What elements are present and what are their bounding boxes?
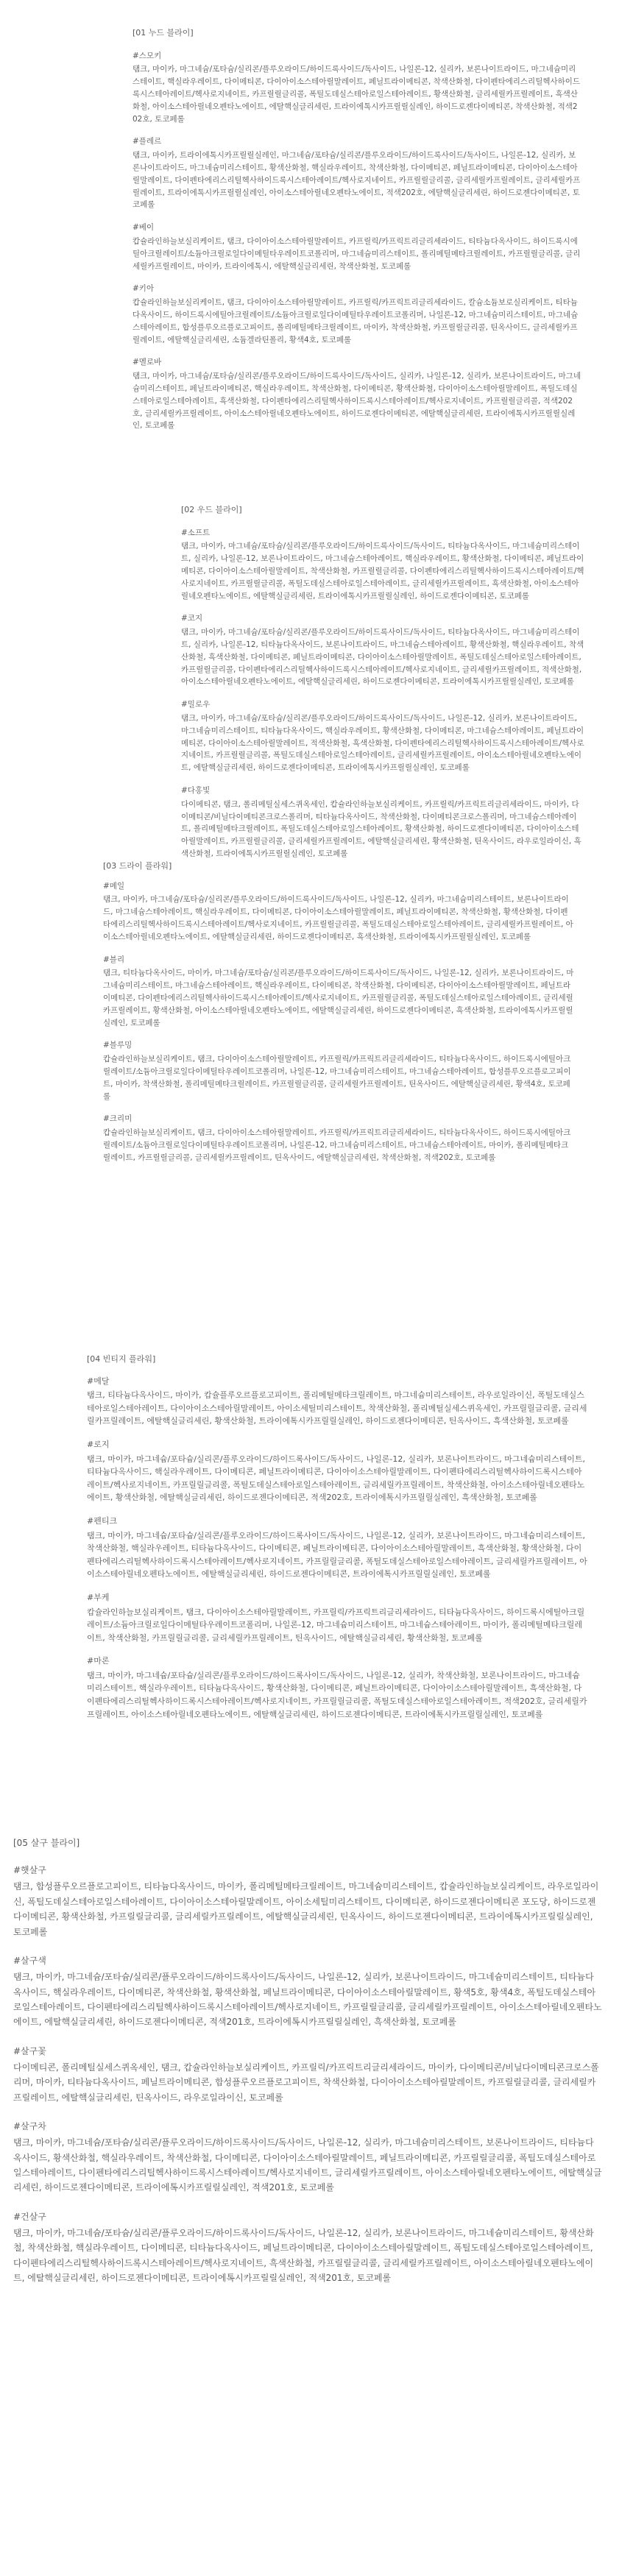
- ingredient-list: 탬크, 마이카, 마그네슘/포타슘/실리콘/플루오라이드/하이드록사이드/독사이드, 티타늄다옥사이드, 마그네슘미리스테이트, 실리카, 나일론-12, 보론나이트라이드, 마그네슘스테아레이트, 핵실라우레이트, 황색산화철, 다이메티콘, 페닐트라이메티콘, 다이아이소스테아릴말레이트, 착색산화철, 카프릴릴글리콜, 다이펜타에리스리틸헥사하이드록시스테아레이트/헥사로지네이트, 카프릴릴글리콜, 폭틸도데실스테아로일스테아레이트, 글리세릴카프릴레이트, 흑색산화철, 아이소스테아릴네오펜타노에이트, 에탈핵실글리세린, 트라이에톡시카프릴릴실레인, 하이드로젠다이메티콘, 토코페롤: [181, 542, 584, 601]
- shade-group: [13, 2210, 602, 2286]
- shade-group: [87, 1591, 587, 1644]
- shade-title: #마론: [87, 1656, 110, 1666]
- ingredient-list: 탬크, 마이카, 트라이에톡시카프릴릴실레인, 마그네슘/포타슘/실리콘/플루오라이드/하이드록사이드/독사이드, 나일론-12, 실리카, 보론나이트라이드, 마그네슘미리스테이트, 황색산화철, 핵실라우레이트, 착색산화철, 다이메티콘, 페닐트라이메티콘, 다이아이소스테아릴말레이트, 다이펜타에리스리틸헥사하이드록시스테아레이트/헥사로지네이트, 카프릴릴글리콜, 글리세릴카프릴레이트, 글리세릴카프릴레이트, 트라이에톡시카프릴릴실레인, 아이소스테아릴네오펜타노에이트, 적색202호, 에탈핵실글리세린, 하이드로젠다이메티콘, 토코페롤: [132, 151, 581, 210]
- ingredient-section: [13, 1836, 602, 2301]
- ingredient-list: 다이메티콘, 탬크, 폴리메틸실세스퀴옥세인, 캅슐라인하늘보실리케이트, 카프릴릭/카프릭트리글리세라이드, 마이카, 다이메티콘/비닐다이메티콘크로스폴리머, 티타늄다옥사이드, 착색산화철, 다이메티콘크로스폴리머, 마그네슘스테아레이트, 폴리메틸메타크릴레이트, 폭틸도데실스테아로일스테아레이트, 황색산화철, 하이드로젠다이메티콘, 다이아이소스테아릴말레이트, 카프릴릴글리콜, 글리세릴카프릴레이트, 에탈핵실글리세린, 황색산화철, 틴옥사이드, 라우로일라이신, 흑색산화철, 트라이에톡시카프릴릴실레인, 토코페롤: [181, 799, 581, 858]
- ingredient-list: 탬크, 마이카, 마그네슘/포타슘/실리콘/플루오라이드/하이드록사이드/독사이드, 나일론-12, 실리카, 착색산화철, 보론나이트라이드, 마그네슘미리스테이트, 핵실라우레이트, 티타늄다옥사이드, 황색산화철, 다이메티콘, 페닐트라이메티콘, 다이아이소스테아릴말레이트, 흑색산화철, 다이펜타에리스리틸헥사하이드록시스테아레이트/헥사로지네이트, 카프릴릴글리콜, 폭틸도데실스테아로일스테아레이트, 적색202호, 글리세릴카프릴레이트, 아이소스테아릴네오펜타노에이트, 에탈핵실글리세린, 하이드로젠다이메티콘, 트라이에톡시카프릴릴실레인, 토코페롤: [87, 1670, 587, 1719]
- shade-group: [13, 1954, 602, 2030]
- shade-title: #블루밍: [103, 1041, 132, 1050]
- shade-title: #키아: [132, 284, 155, 294]
- ingredient-list: 캅슐라인하늘보실리케이트, 탬크, 다이아이소스테아릴말레이트, 카프릴릭/카프릭트리글리세라이드, 티타늄다옥사이드, 하이드록시에틸아크릴레이트/소듐아크릴로일다이메틸타우레이트코폴리머, 나일론-12, 마그네슘미리스테이트, 마그네슘스테아레이트, 마이카, 폴리메틸메타크릴레이트, 카프릴릴글리콜, 글리세릴카프릴레이트, 틴옥사이드, 에탈핵실글리세린, 착색산화철, 적색202호, 토코페롤: [103, 1128, 571, 1162]
- shade-group: [132, 135, 581, 211]
- shade-group: [181, 698, 586, 774]
- shade-title: #코지: [181, 614, 203, 623]
- shade-group: [181, 785, 586, 860]
- shade-title: #크리미: [103, 1114, 132, 1124]
- ingredient-list: 캅슐라인하늘보실리케이트, 탬크, 다이아이소스테아릴말레이트, 카프릴릭/카프릭트리글리세라이드, 티타늄다옥사이드, 하이드록시에틸아크릴레이트/소듐아크릴로일다이메틸타우레이트코폴리머, 나일론-12, 마그네슘미리스테이트, 마그네슘스테아레이트, 합성플루오르플로고피이트, 마이카, 착색산화철, 폴리메틸메타크릴레이트, 카프릴릴글리콜, 글리세릴카프릴레이트, 틴옥사이드, 에탈핵실글리세린, 황색4호, 토코페롤: [103, 1055, 571, 1101]
- shade-title: #살구색: [13, 1955, 46, 1966]
- shade-group: [103, 954, 574, 1030]
- shade-title: #살구꽃: [13, 2045, 46, 2056]
- shade-group: [13, 2045, 602, 2105]
- shade-group: [87, 1438, 587, 1504]
- ingredient-list: 탬크, 티타늄다옥사이드, 마이카, 캅슐플루오르플로고피이트, 폴리메틸메타크릴레이트, 마그네슘미리스테이트, 라우로일라이신, 폭틸도데실스테아로일스테아레이트, 다이아이소스테아릴말레이트, 아이소세틸미리스테이트, 착색산화철, 폴리메틸실세스퀴옥세인, 카프릴릴글리콜, 글리세릴카프릴레이트, 에탈핵실글리세린, 황색산화철, 트라이에톡시카프릴릴실레인, 하이드로젠다이메티콘, 틴옥사이드, 흑색산화철, 토코페롤: [87, 1390, 587, 1426]
- section-header: [04 빈티지 플라워]: [87, 1354, 156, 1364]
- shade-group: [132, 283, 581, 346]
- shade-title: #블리: [103, 955, 125, 964]
- ingredient-list: 다이메티콘, 폴리메틸실세스퀴옥세인, 탬크, 캅슐라인하늘보실리케이트, 카프릴릭/카프릭트리글리세라이드, 마이카, 다이메티콘/비닐다이메티콘크로스폴리머, 마이카, 티타늄다옥사이드, 페닐트라이메티콘, 합성플루오르플로고피이트, 착색산화철, 다이아이소스테아릴말레이트, 카프릴릴글리콜, 글리세릴카프릴레이트, 에탈핵실글리세린, 틴옥사이드, 라우로일라이신, 토코페롤: [13, 2062, 599, 2103]
- ingredient-list: 캅슐라인하늘보실리케이트, 탬크, 다이아이소스테아릴말레이트, 카프릴릭/카프릭트리글리세라이드, 칼슘소듐보로실리케이트, 티타늄다옥사이드, 하이드록시에틸아크릴레이트/소듐아크릴로일다이메틸타우레이트코폴리머, 나일론-12, 마그네슘미리스테이트, 마그네슘스테아레이트, 합성플루오르플로고피이트, 폴리메틸메타크릴레이트, 마이카, 착색산화철, 카프릴릴글리콜, 틴옥사이드, 글리세릴카프릴레이트, 에탈핵실글리세린, 소듐겔라틴폴리, 황색4호, 토코페롤: [132, 298, 579, 344]
- section-header: [01 누드 블라이]: [132, 28, 194, 38]
- ingredient-section: [103, 860, 574, 1175]
- shade-title: #다홍빛: [181, 785, 211, 795]
- ingredient-list: 캅슐라인하늘보실리케이트, 탬크, 다이아이소스테아릴말레이트, 카프릴릭/카프릭트리글리세라이드, 티타늄다옥사이드, 하이드록시에틸아크릴레이트/소듐아크릴로일다이메틸타우레이트코폴리머, 나일론-12, 마그네슘미리스테이트, 마그네슘스테아레이트, 마이카, 폴리메틸메타크릴레이트, 착색산화철, 카프릴릴글리콜, 글리세릴카프릴레이트, 틴옥사이드, 에탈핵실글리세린, 황색산화철, 토코페롤: [87, 1607, 585, 1643]
- shade-group: [103, 1113, 574, 1164]
- shade-title: #베이: [132, 223, 155, 233]
- section-header: [05 살구 블라이]: [13, 1838, 80, 1848]
- shade-group: [87, 1515, 587, 1581]
- shade-title: #메일: [103, 881, 125, 891]
- ingredient-list: 캅슐라인하늘보실리케이트, 탬크, 다이아이소스테아릴말레이트, 카프릴릭/카프릭트리글리세라이드, 티타늄다옥사이드, 하이드록시에틸아크릴레이트/소듐아크릴로일다이메틸타우레이트코폴리머, 마그네슘미리스테이트, 폴리메틸메타크릴레이트, 카프릴릴글리콜, 글리세릴카프릴레이트, 마이카, 트라이에톡시, 에탈핵실글리세린, 착색산화철, 토코페롤: [132, 236, 581, 271]
- shade-group: [103, 1039, 574, 1103]
- ingredient-list: 탬크, 합성플루오르플로고피이트, 티타늄다옥사이드, 마이카, 폴리메틸메타크릴레이트, 마그네슘미리스테이트, 캅슐라인하늘보실리케이트, 라우로일라이신, 폭틸도데실스테아로일스테아레이트, 다이아이소스테아릴말레이트, 아이소세틸미리스테이트, 다이메티콘, 하이드로젠다이메티콘 포도당, 하이드로젠다이메티콘, 황색산화철, 카프릴릴글리콜, 글리세릴카프릴레이트, 에탈핵실글리세린, 틴옥사이드, 하이드로젠다이메티콘, 트라이에톡시카프릴릴실레인, 토코페롤: [13, 1881, 599, 1937]
- ingredient-list: 탬크, 마이카, 마그네슘/포타슘/실리콘/플루오라이드/하이드록사이드/독사이드, 나일론-12, 실리카, 보론나이트라이드, 마그네슘미리스테이트, 핵실라우레이트, 다이메티콘, 다이아이소스테아릴말레이트, 페닐트라이메티콘, 착색산화철, 다이펜타에리스리틸헥사하이드록시스테아레이트/헥사로지네이트, 카프릴릴글리콜, 폭틸도데실스테아로일스테아레이트, 황색산화철, 글리세릴카프릴레이트, 흑색산화철, 아이소스테아릴네오펜타노에이트, 에탈핵실글리세린, 트라이에톡시카프릴릴실레인, 하이드로젠다이메티콘, 착색산화철, 적색202호, 토코페롤: [132, 65, 581, 124]
- shade-title: #멜로바: [132, 358, 162, 367]
- ingredient-list: 탬크, 마이카, 마그네슘/포타슘/실리콘/플루오라이드/하이드록사이드/독사이드, 나일론-12, 실리카, 보론나이트라이드, 마그네슘미리스테이트, 황색산화철, 착색산화철, 핵실라우레이트, 다이메티콘, 티타늄다옥사이드, 페닐트라이메티콘, 다이아이소스테아릴말레이트, 폭틸도데실스테아로일스테아레이트, 다이펜타에리스리틸헥사하이드록시스테아레이트/헥사로지네이트, 흑색산화철, 카프릴릴글리콜, 글리세릴카프릴레이트, 아이소스테아릴네오펜타노에이트, 에탈핵실글리세린, 하이드로젠다이메티콘, 트라이에톡시카프릴릴실레인, 적색201호, 토코페롤: [13, 2227, 594, 2284]
- ingredient-section: [132, 26, 581, 442]
- shade-group: [13, 2120, 602, 2195]
- shade-title: #펜티크: [87, 1515, 118, 1526]
- shade-title: #플레르: [132, 137, 162, 146]
- ingredient-list: 탬크, 마이카, 마그네슘/포타슘/실리콘/플루오라이드/하이드록사이드/독사이드, 티타늄다옥사이드, 마그네슘미리스테이트, 실리카, 나일론-12, 티타늄다옥사이드, 보론나이트라이드, 마그네슘스테아레이트, 황색산화철, 핵실라우레이트, 착색산화철, 흑색산화철, 다이메티콘, 페닐트라이메티콘, 다이아이소스테아릴말레이트, 폭틸도데실스테아로일스테아레이트, 카프릴릴글리콜, 다이펜타에리스리틸헥사하이드록시스테아레이트/헥사로지네이트, 글리세릴카프릴레이트, 적색산화철, 아이소스테아릴네오펜타노에이트, 에탈핵실글리세린, 하이드로젠다이메티콘, 트라이에톡시카프릴릴실레인, 토코페롤: [181, 628, 584, 687]
- ingredient-list: 탬크, 마이카, 마그네슘/포타슘/실리콘/플루오라이드/하이드록사이드/독사이드, 나일론-12, 실리카, 보론나이트라이드, 마그네슘미리스테이트, 착색산화철, 핵실라우레이트, 티타늄다옥사이드, 다이메티콘, 페닐트라이메티콘, 다이아이소스테아릴말레이트, 흑색산화철, 황색산화철, 다이펜타에리스리틸헥사하이드록시스테아레이트/헥사로지네이트, 카프릴릴글리콜, 폭틸도데실스테아로일스테아레이트, 글리세릴카프릴레이트, 아이소스테아릴네오펜타노에이트, 에탈핵실글리세린, 하이드로젠다이메티콘, 트라이에톡시카프릴릴실레인, 토코페롤: [87, 1530, 587, 1579]
- shade-group: [87, 1655, 587, 1721]
- ingredient-list: 탬크, 마이카, 마그네슘/포타슘/실리콘/플루오라이드/하이드록사이드/독사이드, 실리카, 나일론-12, 실리카, 보론나이트라이드, 마그네슘미리스테이트, 페닐트라이메티콘, 핵실라우레이트, 착색산화철, 다이메티콘, 황색산화철, 다이아이소스테아릴말레이트, 폭틸도데실스테아로일스테아레이트, 흑색산화철, 다이펜타에리스리틸헥사하이드록시스테아레이트/헥사로지네이트, 카프릴릴글리콜, 적색202호, 글리세릴카프릴레이트, 아이소스테아릴네오펜타노에이트, 하이드로젠다이메티콘, 에탈핵실글리세린, 트라이에톡시카프릴릴실레인, 토코페롤: [132, 372, 581, 431]
- ingredient-section: [87, 1353, 587, 1731]
- shade-group: [132, 222, 581, 272]
- section-header: [02 우드 블라이]: [181, 505, 242, 514]
- shade-title: #메달: [87, 1376, 110, 1386]
- shade-group: [181, 612, 586, 688]
- shade-title: #로지: [87, 1439, 110, 1449]
- ingredient-list: 탬크, 마이카, 마그네슘/포타슘/실리콘/플루오라이드/하이드록사이드/독사이드, 나일론-12, 실리카, 보론나이트라이드, 마그네슘미리스테이트, 티타늄다옥사이드, 핵실라우레이트, 다이메티콘, 착색산화철, 황색산화철, 페닐트라이메티콘, 다이아이소스테아릴말레이트, 황색5호, 황색4호, 폭틸도데실스테아로일스테아레이트, 다이펜타에리스리틸헥사하이드록시스테아레이트/헥사로지네이트, 카프릴릴글리콜, 글리세릴카프릴레이트, 아이소스테아릴네오펜타노에이트, 에탈핵실글리세린, 하이드로젠다이메티콘, 적색201호, 트라이에톡시카프릴릴실레인, 흑색산화철, 토코페롤: [13, 1972, 602, 2028]
- shade-group: [87, 1375, 587, 1428]
- section-header: [03 드라이 플라워]: [103, 861, 172, 871]
- ingredient-list: 탬크, 마이카, 마그네슘/포타슘/실리콘/플루오라이드/하이드록사이드/독사이드, 나일론-12, 실리카, 마그네슘미리스테이트, 보론나이트라이드, 티타늄다옥사이드, 황색산화철, 핵실라우레이트, 착색산화철, 다이메티콘, 다이아이소스테아릴말레이트, 페닐트라이메티콘, 카프릴릴글리콜, 폭틸도데실스테아로일스테아레이트, 다이펜타에리스리틸헥사하이드록시스테아레이트/헥사로지네이트, 글리세릴카프릴레이트, 아이소스테아릴네오펜타노에이트, 에탈핵실글리세린, 하이드로젠다이메티콘, 트라이에톡시카프릴릴실레인, 적색201호, 토코페롤: [13, 2137, 602, 2193]
- ingredient-list: 탬크, 마이카, 마그네슘/포타슘/실리콘/플루오라이드/하이드록사이드/독사이드, 나일론-12, 실리카, 마그네슘미리스테이트, 보론나이트라이드, 마그네슘스테아레이트, 핵실라우레이트, 다이메티콘, 다이아이소스테아릴말레이트, 페닐트라이메티콘, 착색산화철, 황색산화철, 다이펜타에리스리틸헥사하이드록시스테아레이트/헥사로지네이트, 카프릴릴글리콜, 폭틸도데실스테아로일스테아레이트, 글리세릴카프릴레이트, 아이소스테아릴네오펜타노에이트, 에탈핵실글리세린, 하이드로젠다이메티콘, 흑색산화철, 트라이에톡시카프릴릴실레인, 토코페롤: [103, 895, 573, 941]
- shade-group: [132, 50, 581, 126]
- shade-group: [132, 356, 581, 432]
- shade-title: #소프트: [181, 528, 211, 537]
- ingredient-list: 탬크, 마이카, 마그네슘/포타슘/실리콘/플루오라이드/하이드록사이드/독사이드, 나일론-12, 실리카, 보론나이트라이드, 마그네슘미리스테이트, 티타늄다옥사이드, 핵실라우레이트, 황색산화철, 다이메티콘, 마그네슘스테아레이트, 페닐트라이메티콘, 다이아이소스테아릴말레이트, 적색산화철, 흑색산화철, 다이펜타에리스리틸헥사하이드록시스테아레이트/헥사로지네이트, 카프릴릴글리콜, 폭틸도데실스테아로일스테아레이트, 글리세릴카프릴레이트, 아이소스테아릴네오펜타노에이트, 에탈핵실글리세린, 하이드로젠다이메티콘, 트라이에톡시카프릴릴실레인, 토코페롤: [181, 713, 584, 773]
- ingredient-section: [181, 503, 586, 871]
- shade-title: #건살구: [13, 2211, 46, 2222]
- shade-title: #스모키: [132, 51, 162, 60]
- shade-title: #밀로우: [181, 700, 211, 710]
- shade-group: [181, 527, 586, 603]
- ingredient-list: 탬크, 마이카, 마그네슘/포타슘/실리콘/플루오라이드/하이드록사이드/독사이드, 나일론-12, 실리카, 보론나이트라이드, 마그네슘미리스테이트, 티타늄다옥사이드, 핵실라우레이트, 다이메티콘, 페닐트라이메티콘, 다이아이소스테아릴말레이트, 다이펜타에리스리틸헥사하이드록시스테아레이트/헥사로지네이트, 카프릴릴글리콜, 폭틸도데실스테아로일스테아레이트, 글리세릴카프릴레이트, 착색산화철, 아이소스테아릴네오펜타노에이트, 황색산화철, 에탈핵실글리세린, 하이드로젠다이메티콘, 적색202호, 트라이에톡시카프릴릴실레인, 흑색산화철, 토코페롤: [87, 1454, 586, 1503]
- shade-title: #살구차: [13, 2121, 46, 2132]
- shade-title: #햇살구: [13, 1865, 46, 1876]
- ingredient-list: 탬크, 티타늄다옥사이드, 마이카, 마그네슘/포타슘/실리콘/플루오라이드/하이드록사이드/독사이드, 나일론-12, 실리카, 보론나이트라이드, 마그네슘미리스테이트, 마그네슘스테아레이트, 핵실라우레이트, 다이메티콘, 착색산화철, 다이메티콘, 다이아이소스테아릴말레이트, 페닐트라이메티콘, 다이펜타에리스리틸헥사하이드록시스테아레이트/헥사로지네이트, 카프릴릴글리콜, 폭틸도데실스테아로일스테아레이트, 글리세릴카프릴레이트, 황색산화철, 아이소스테아릴네오펜타노에이트, 에탈핵실글리세린, 하이드로젠다이메티콘, 흑색산화철, 트라이에톡시카프릴릴실레인, 토코페롤: [103, 969, 574, 1027]
- shade-group: [103, 880, 574, 944]
- shade-group: [13, 1864, 602, 1939]
- shade-title: #부케: [87, 1592, 110, 1602]
